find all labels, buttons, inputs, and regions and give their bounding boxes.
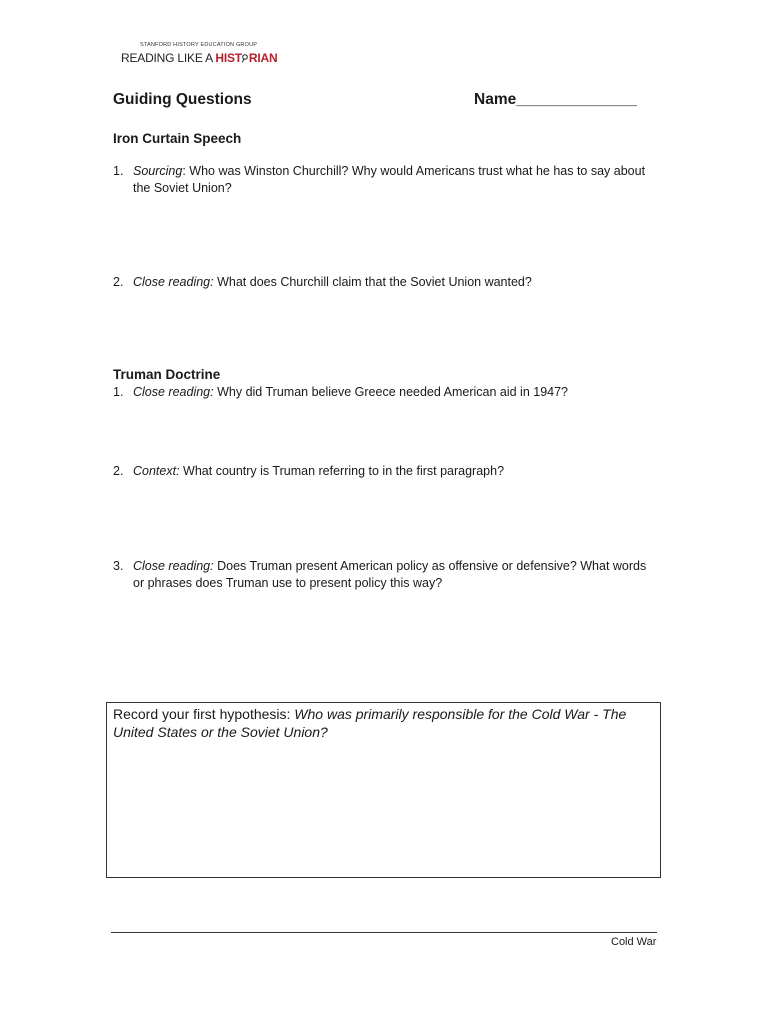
question-number: 2. xyxy=(113,275,124,289)
question-body xyxy=(133,163,653,197)
question-lead: Sourcing xyxy=(133,164,183,178)
question-text: What country is Truman referring to in the first paragraph? xyxy=(183,464,505,478)
question-body xyxy=(133,558,648,592)
name-field: Name______________ xyxy=(474,91,637,108)
question-item xyxy=(113,558,648,592)
question-lead: Close reading: xyxy=(133,385,214,399)
question-number: 1. xyxy=(113,385,124,399)
question-number: 2. xyxy=(113,464,124,478)
question-lead: Context: xyxy=(133,464,180,478)
page-title: Guiding Questions xyxy=(113,91,252,108)
logo xyxy=(121,51,277,65)
logo-title-suffix: RIAN xyxy=(248,51,278,65)
magnifier-icon xyxy=(242,52,248,62)
section-title-iron-curtain: Iron Curtain Speech xyxy=(113,131,242,146)
footer-divider xyxy=(111,932,657,933)
footer-unit-label: Cold War xyxy=(611,936,657,948)
question-item xyxy=(113,274,633,291)
hypothesis-question: Who was primarily responsible for the Cold War - The United States or the Soviet Union? xyxy=(113,706,627,740)
hypothesis-box xyxy=(106,702,661,878)
question-body xyxy=(133,274,633,291)
question-text: What does Churchill claim that the Soviet Union wanted? xyxy=(217,275,532,289)
question-lead: Close reading: xyxy=(133,275,214,289)
hypothesis-prompt: Record your first hypothesis: xyxy=(113,706,295,722)
question-item xyxy=(113,384,633,401)
section-title-truman-doctrine: Truman Doctrine xyxy=(113,367,221,382)
question-number: 1. xyxy=(113,164,124,178)
question-text: Why did Truman believe Greece needed American aid in 1947? xyxy=(217,385,568,399)
question-body xyxy=(133,384,633,401)
logo-title-prefix: READING LIKE A xyxy=(121,51,216,65)
question-text: Who was Winston Churchill? Why would Americans trust what he has to say about the Soviet Union? xyxy=(133,164,646,195)
question-body xyxy=(133,463,633,480)
question-number: 3. xyxy=(113,559,124,573)
question-separator: : xyxy=(182,164,190,178)
question-text: Does Truman present American policy as offensive or defensive? What words or phrases does Truman use to present policy this way? xyxy=(133,559,647,590)
logo-title-hist: HIST xyxy=(215,51,242,65)
logo-org-name: STANFORD HISTORY EDUCATION GROUP xyxy=(140,42,258,48)
question-lead: Close reading: xyxy=(133,559,214,573)
question-item xyxy=(113,463,633,480)
question-item xyxy=(113,163,653,197)
